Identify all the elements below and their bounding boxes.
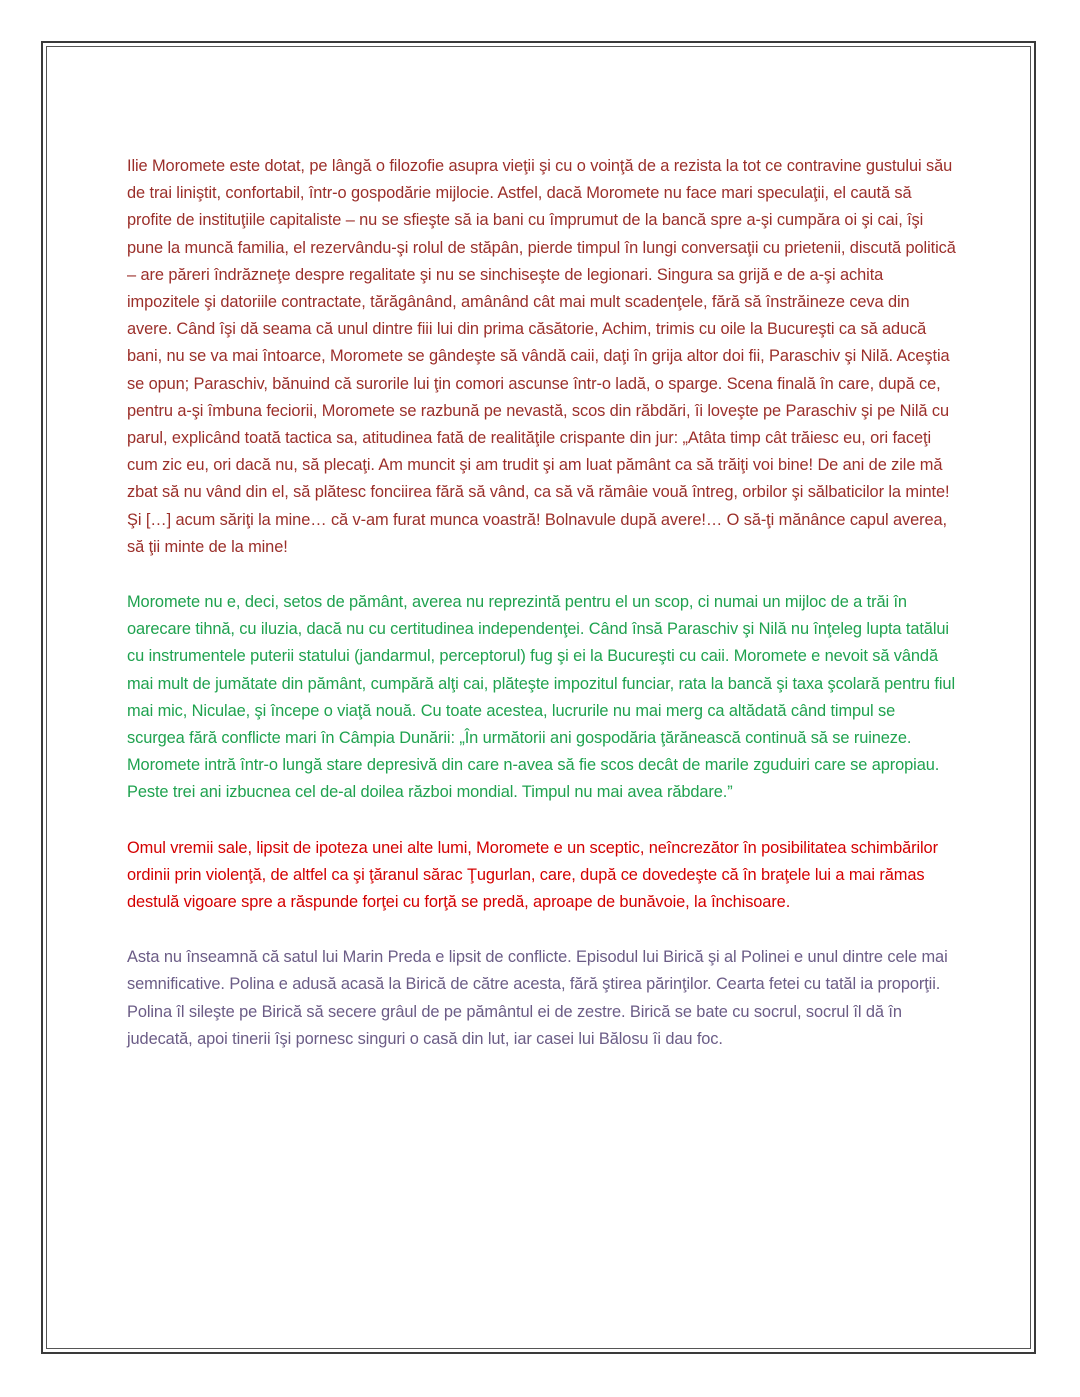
paragraph-birica-polina: Asta nu înseamnă că satul lui Marin Preda e lipsit de conflicte. Episodul lui Birică şi al Polinei e unul dintre cele mai semnificative. Polina e adusă acasă la Birică de către acesta, fără ştirea părinţilor. Cearta fetei cu tatăl ia proporţii. Polina îl sileşte pe Birică să secere grâul de pe pământul ei de zestre. Birică se bate cu socrul, socrul îl dă în judecată, apoi tinerii îşi pornesc singuri o casă din lut, iar casei lui Bălosu îi dau foc.: [127, 948, 948, 1048]
document-body: [127, 153, 957, 1053]
paragraph-moromete-portrait: Ilie Moromete este dotat, pe lângă o filozofie asupra vieţii şi cu o voinţă de a rezista la tot ce contravine gustului său de trai liniştit, confortabil, într-o gospodărie mijlocie. Astfel, dacă Moromete nu face mari speculaţii, el caută să profite de instituţiile capitaliste – nu se sfieşte să ia bani cu împrumut de la bancă spre a-şi cumpăra oi şi cai, îşi pune la muncă familia, el rezervându-şi rolul de stăpân, pierde timpul în lungi conversaţii cu prietenii, discută politică – are păreri îndrăzneţe despre regalitate şi nu se sinchiseşte de legionari. Singura sa grijă e de a-şi achita impozitele şi datoriile contractate, tărăgânând, amânând cât mai mult scadenţele, fără să înstrăineze ceva din avere. Când îşi dă seama că unul dintre fiii lui din prima căsătorie, Achim, trimis cu oile la Bucureşti ca să aducă bani, nu se va mai întoarce, Moromete se gândeşte să vândă caii, daţi în grija altor doi fii, Paraschiv şi Nilă. Aceştia se opun; Paraschiv, bănuind că surorile lui ţin comori ascunse într-o ladă, o sparge. Scena finală în care, după ce, pentru a-şi îmbuna feciorii, Moromete se razbună pe nevastă, scos din răbdări, îi loveşte pe Paraschiv şi pe Nilă cu parul, explicând toată tactica sa, atitudinea fată de realităţile crispante din jur: „Atâta timp cât trăiesc eu, ori faceţi cum zic eu, ori dacă nu, să plecaţi. Am muncit şi am trudit şi am luat pământ ca să trăiţi voi bine! De ani de zile mă zbat să nu vând din el, să plătesc fonciirea fără să vând, ca să vă rămâie vouă întreg, orbilor şi sălbaticilor la minte! Şi […] acum săriţi la mine… că v-am furat munca voastră! Bolnavule după avere!… O să-ţi mănânce capul averea, să ţii minte de la mine!: [127, 157, 956, 556]
paragraph-moromete-sceptic: Omul vremii sale, lipsit de ipoteza unei alte lumi, Moromete e un sceptic, neîncrezător în posibilitatea schimbărilor ordinii prin violenţă, de altfel ca şi ţăranul sărac Ţugurlan, care, după ce dovedeşte că în braţele lui a mai rămas destulă vigoare spre a răspunde forţei cu forţă se predă, aproape de bunăvoie, la închisoare.: [127, 838, 938, 912]
paragraph-moromete-land: Moromete nu e, deci, setos de pământ, averea nu reprezintă pentru el un scop, ci numai un mijloc de a trăi în oarecare tihnă, cu iluzia, dacă nu cu certitudinea independenţei. Când însă Paraschiv şi Nilă nu înţeleg lupta tatălui cu instrumentele puterii statului (jandarmul, perceptorul) fug şi ei la Bucureşti cu caii. Moromete e nevoit să vândă mai mult de jumătate din pământ, cumpără alţi cai, plăteşte impozitul funciar, rata la bancă şi taxa şcolară pentru fiul mai mic, Niculae, şi începe o viaţă nouă. Cu toate acestea, lucrurile nu mai merg ca altădată când timpul se scurgea fără conflicte mari în Câmpia Dunării: „În următorii ani gospodăria ţărănească continuă să se ruineze. Moromete intră într-o lungă stare depresivă din care n-avea să fie scos decât de marile zguduiri care se apropiau. Peste trei ani izbucnea cel de-al doilea război mondial. Timpul nu mai avea răbdare.”: [127, 593, 955, 802]
